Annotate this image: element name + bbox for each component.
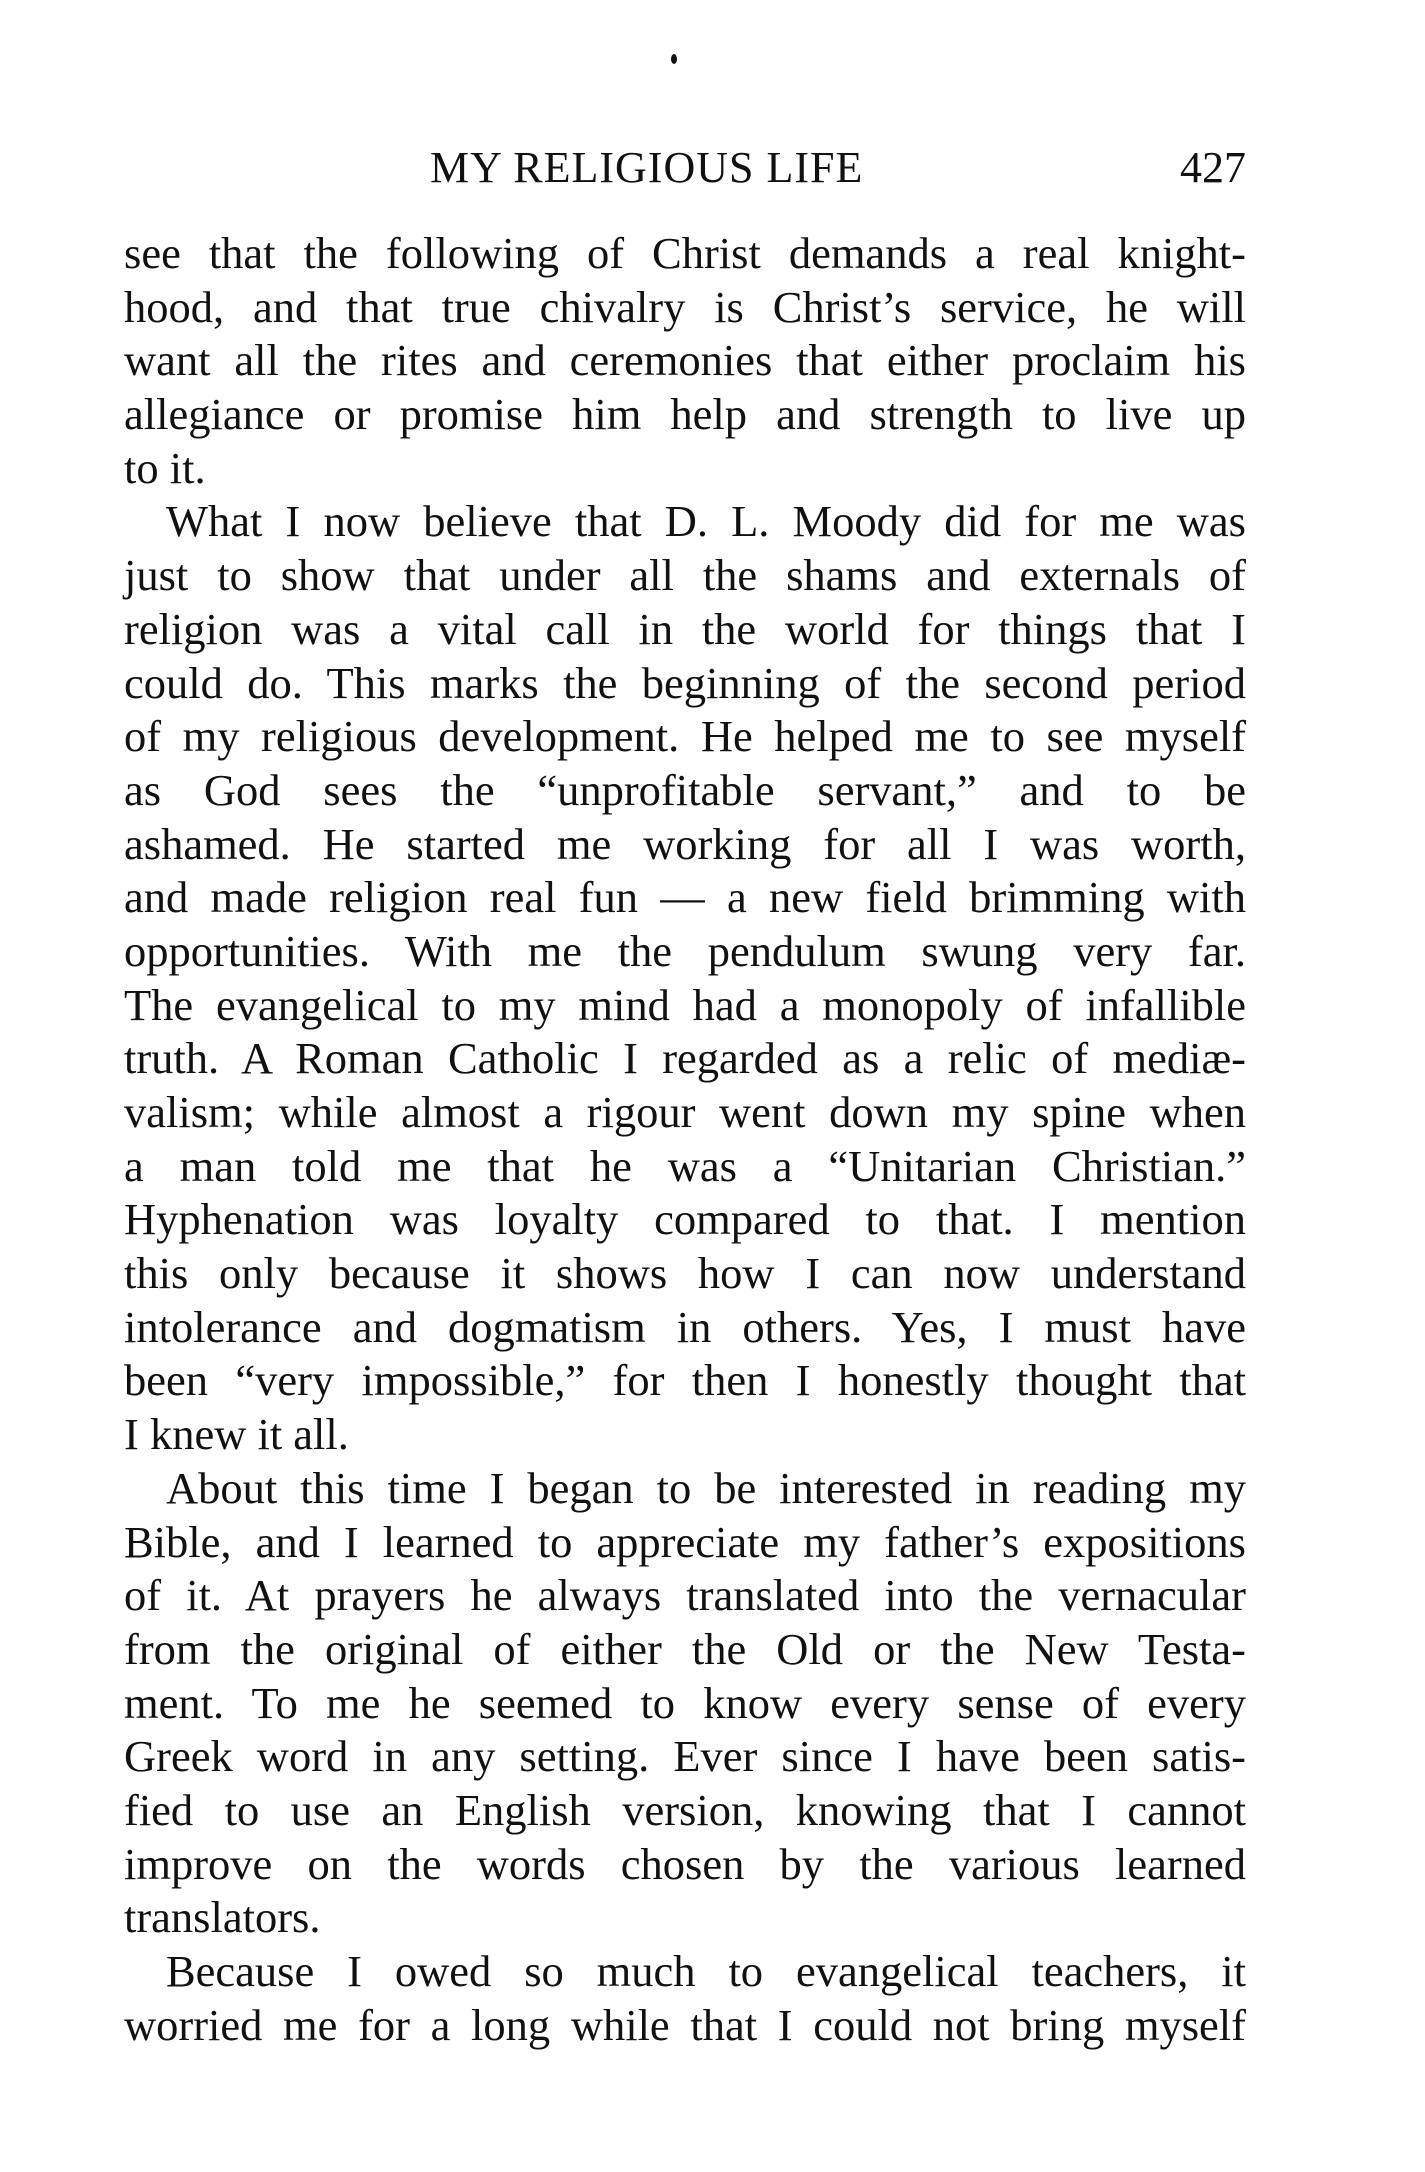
text-line: Greek word in any setting. Ever since I have been satis- [124,1731,1246,1782]
text-line: of it. At prayers he always translated into the vernacular [124,1570,1246,1621]
running-header [124,138,1246,198]
running-title: MY RELIGIOUS LIFE [430,143,864,192]
text-line: and made religion real fun — a new field brimming with [124,872,1246,923]
text-line: religion was a vital call in the world for things that I [124,603,1246,654]
text-line: opportunities. With me the pendulum swung very far. [124,925,1246,976]
text-line: intolerance and dogmatism in others. Yes, I must have [124,1301,1246,1352]
page-number: 427 [1180,143,1246,192]
text-line: Bible, and I learned to appreciate my father’s expositions [124,1516,1246,1567]
text-line: to it. [124,442,206,493]
text-line: just to show that under all the shams and externals of [124,550,1246,601]
text-line: truth. A Roman Catholic I regarded as a relic of mediæ- [124,1033,1246,1084]
paragraph-start-line: Because I owed so much to evangelical teachers, it [166,1946,1246,1996]
text-line: Hyphenation was loyalty compared to that. I mention [124,1194,1246,1245]
text-line: allegiance or promise him help and strength to live up [124,389,1246,440]
text-line: could do. This marks the beginning of the second period [124,657,1246,708]
text-line: The evangelical to my mind had a monopoly of infallible [124,979,1246,1030]
print-speck [671,54,677,64]
text-line: valism; while almost a rigour went down my spine when [124,1087,1246,1137]
text-line: improve on the words chosen by the various learned [124,1838,1246,1889]
text-line: been “very impossible,” for then I honestly thought that [124,1355,1246,1406]
text-line: hood, and that true chivalry is Christ’s service, he will [124,281,1246,332]
text-line: from the original of either the Old or the New Testa- [124,1623,1246,1674]
text-line: fied to use an English version, knowing that I cannot [124,1784,1246,1835]
text-line: translators. [124,1892,321,1943]
body-text [124,227,1246,2052]
text-line: this only because it shows how I can now understand [124,1248,1246,1299]
text-line: as God sees the “unprofitable servant,” and to be [124,764,1246,815]
text-line: ment. To me he seemed to know every sense of every [124,1677,1246,1728]
text-line: worried me for a long while that I could not bring myself [124,1999,1246,2050]
paragraph-start-line: What I now believe that D. L. Moody did for me was [166,496,1246,547]
text-line: want all the rites and ceremonies that either proclaim his [124,335,1246,386]
text-line: see that the following of Christ demands a real knight- [124,228,1246,278]
paragraph-start-line: About this time I began to be interested in reading my [166,1462,1246,1513]
text-line: ashamed. He started me working for all I was worth, [124,818,1246,869]
text-line: of my religious development. He helped me to see myself [124,711,1246,762]
text-line: a man told me that he was a “Unitarian Christian.” [124,1140,1246,1191]
text-line: I knew it all. [124,1409,349,1460]
